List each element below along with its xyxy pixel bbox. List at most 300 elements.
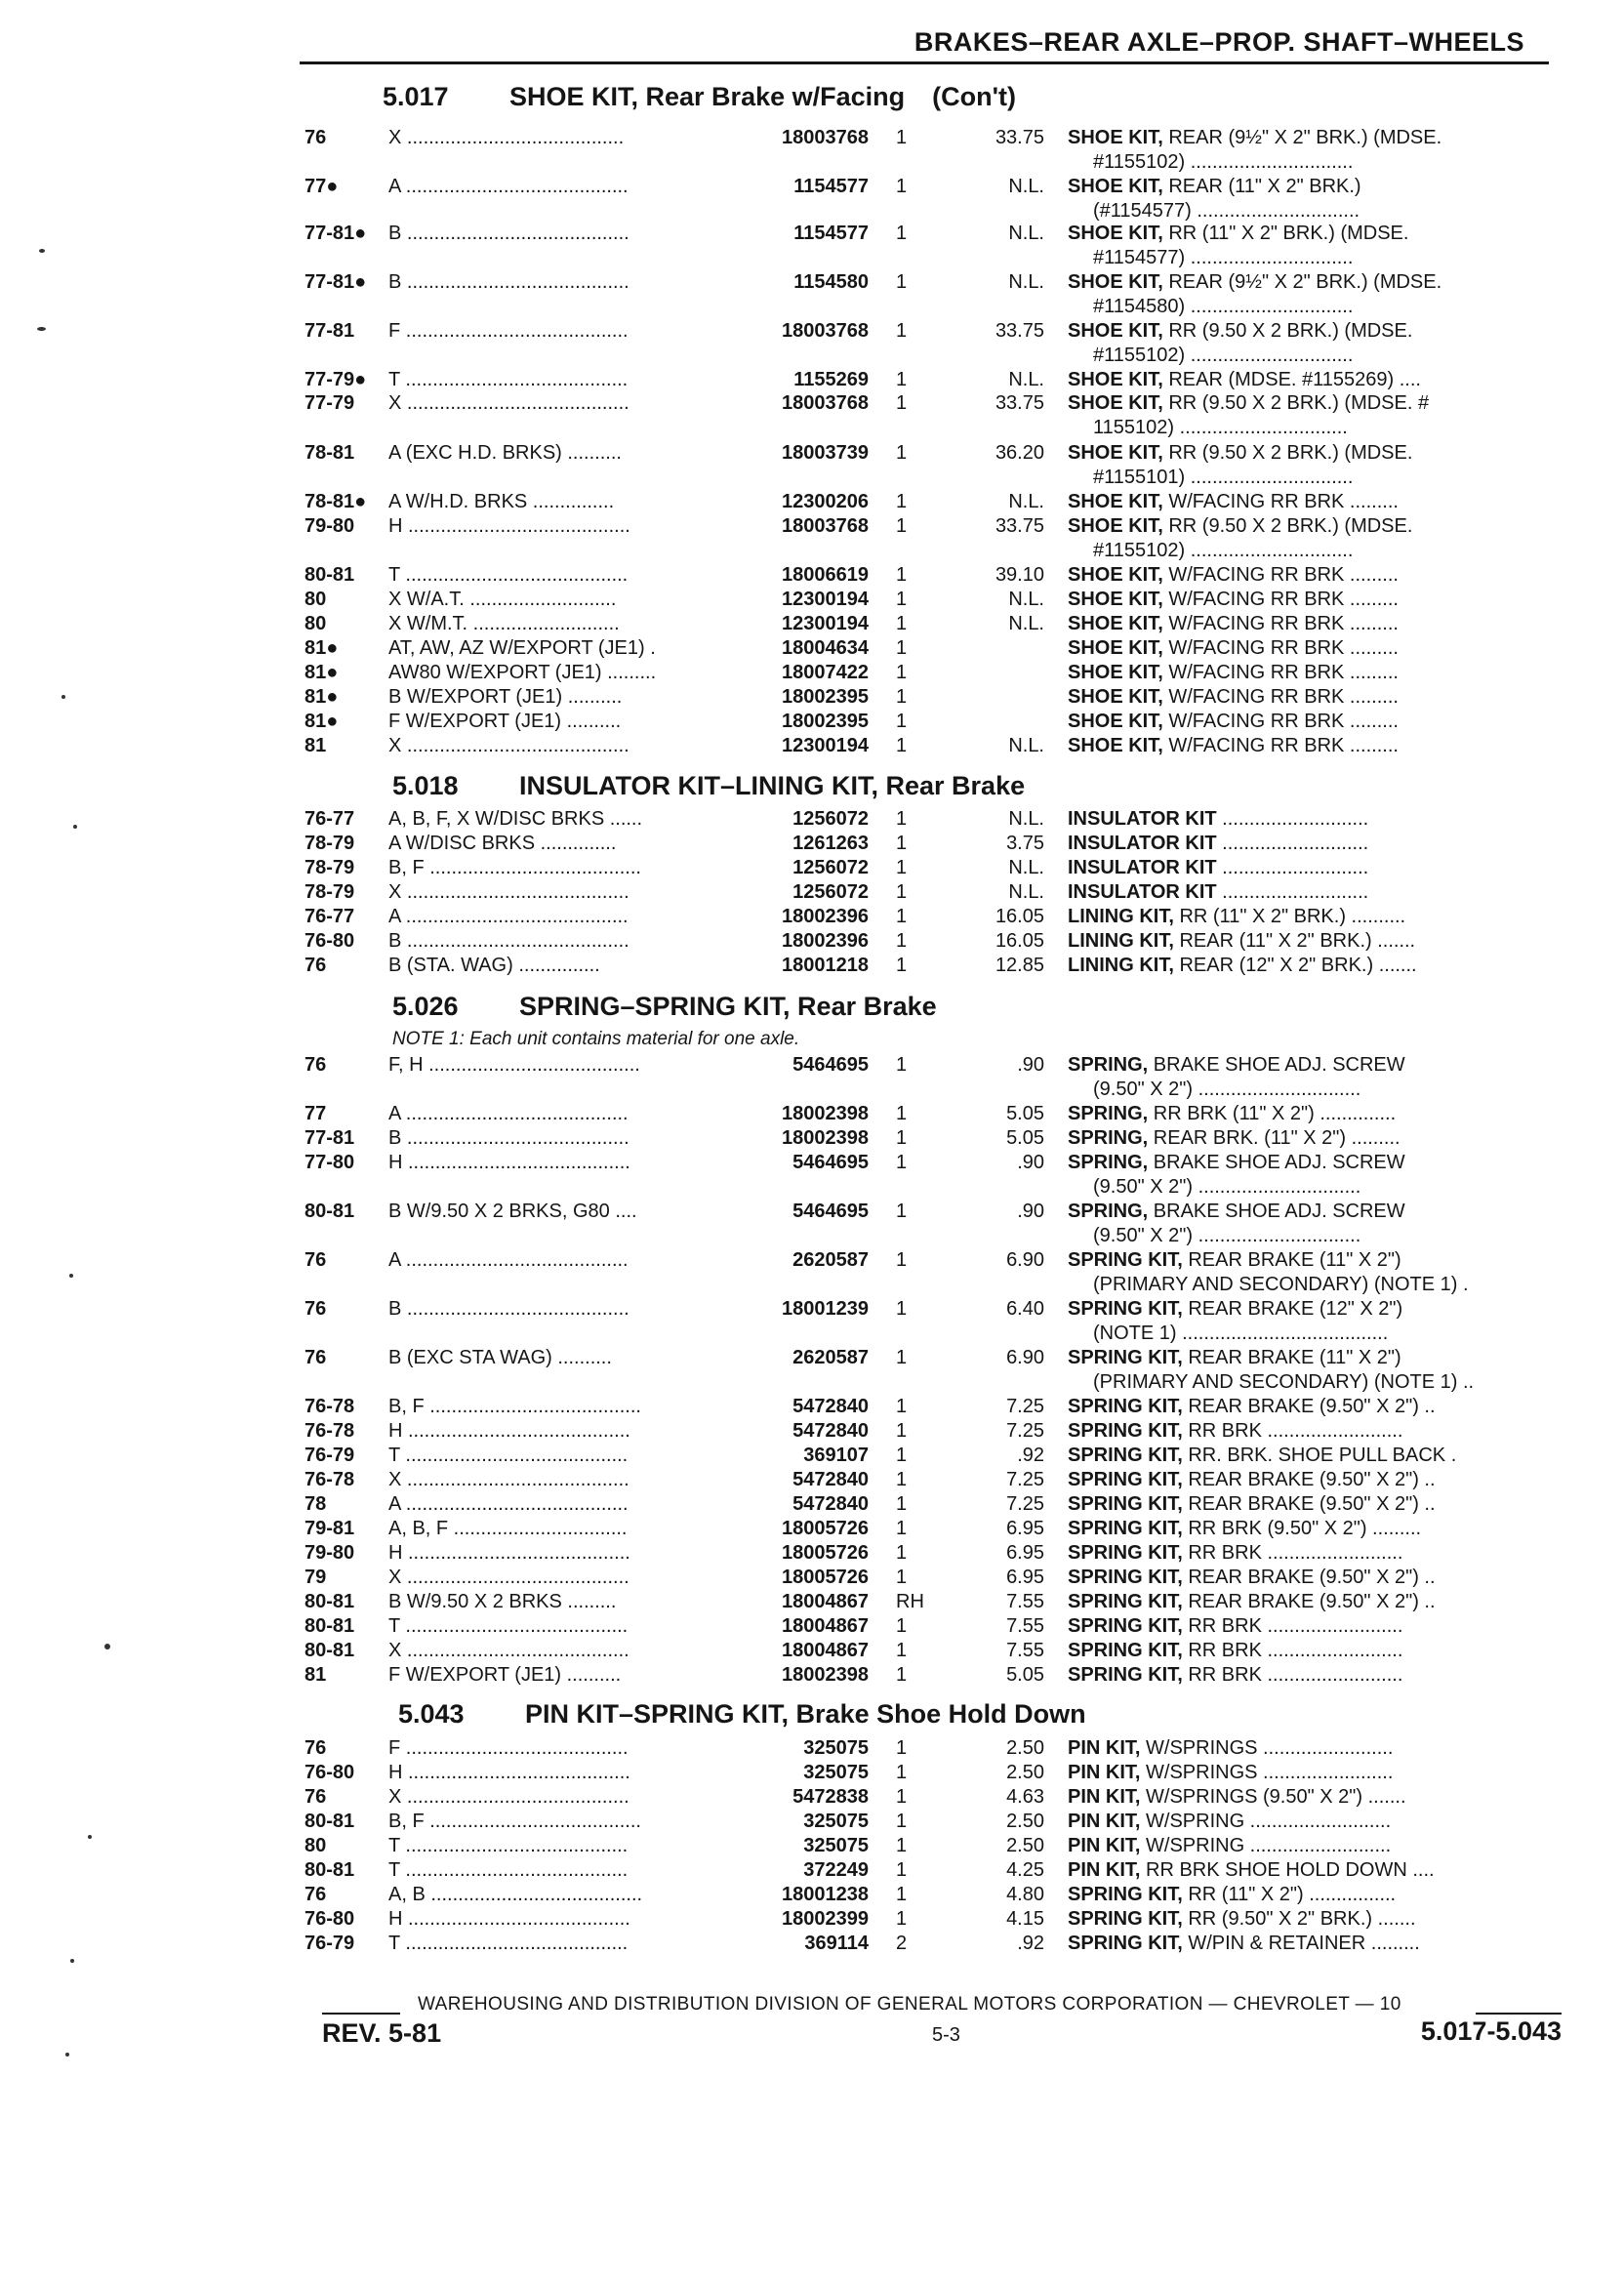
parts-row [0, 833, 1624, 857]
price: N.L. [1008, 271, 1044, 293]
part-name: SHOE KIT, [1068, 320, 1163, 342]
section-title [398, 1699, 1086, 1730]
model-year: 77-81 [304, 1127, 355, 1149]
part-detail: RR BRK ......................... [1182, 1420, 1403, 1442]
part-number: 18003768 [782, 320, 869, 342]
parts-row [0, 392, 1624, 441]
part-description-cont: (PRIMARY AND SECONDARY) (NOTE 1) .. [1093, 1371, 1475, 1393]
model-code: T ......................................... [388, 1933, 629, 1954]
part-description-cont: (9.50" X 2") .............................. [1093, 1079, 1361, 1100]
part-number: 18003768 [782, 392, 869, 414]
model-code: A ......................................... [388, 906, 629, 927]
quantity: 1 [896, 1762, 908, 1783]
part-name: PIN KIT, [1068, 1737, 1141, 1759]
part-description [1068, 613, 1565, 635]
model-year: 81● [304, 711, 339, 732]
part-description [1068, 808, 1565, 831]
part-description [1068, 906, 1565, 928]
model-code: X ......................................... [388, 1469, 629, 1490]
price: N.L. [1008, 223, 1044, 244]
quantity: 1 [896, 1127, 908, 1149]
model-code: A W/DISC BRKS .............. [388, 833, 617, 854]
section-heading: INSULATOR KIT–LINING KIT, Rear Brake [519, 771, 1026, 800]
model-code: B W/9.50 X 2 BRKS ......... [388, 1591, 617, 1612]
parts-row [0, 1664, 1624, 1689]
quantity: 1 [896, 686, 908, 708]
part-detail: RR (9.50" X 2" BRK.) ....... [1182, 1908, 1416, 1930]
model-code: A ......................................... [388, 176, 629, 197]
part-number: 18004867 [782, 1615, 869, 1637]
quantity: 1 [896, 1420, 908, 1442]
part-number: 5472840 [792, 1493, 869, 1515]
quantity: 1 [896, 176, 908, 197]
section-number: 5.026 [392, 992, 459, 1021]
part-description [1068, 320, 1565, 343]
footer-rule-left [322, 2013, 400, 2015]
part-name: LINING KIT, [1068, 906, 1174, 927]
part-description [1068, 1518, 1565, 1540]
part-detail: RR. BRK. SHOE PULL BACK . [1182, 1445, 1457, 1466]
part-name: SPRING KIT, [1068, 1493, 1183, 1515]
part-name: SPRING KIT, [1068, 1420, 1183, 1442]
price: 2.50 [1006, 1737, 1044, 1759]
price: .90 [1017, 1152, 1044, 1173]
scan-speck [37, 327, 46, 331]
part-name: SPRING KIT, [1068, 1933, 1183, 1954]
part-description [1068, 1664, 1565, 1687]
part-name: PIN KIT, [1068, 1811, 1141, 1832]
parts-row [0, 1445, 1624, 1469]
parts-row [0, 1811, 1624, 1835]
model-year: 78-79 [304, 857, 355, 878]
part-name: SPRING KIT, [1068, 1567, 1183, 1588]
parts-row [0, 808, 1624, 833]
model-code: H ......................................... [388, 1542, 630, 1564]
part-description [1068, 1201, 1565, 1223]
part-number: 18003768 [782, 515, 869, 537]
part-name: SHOE KIT, [1068, 662, 1163, 683]
part-name: SHOE KIT, [1068, 515, 1163, 537]
parts-row [0, 1542, 1624, 1567]
parts-row [0, 881, 1624, 906]
footer-rule-right [1476, 2013, 1562, 2015]
part-number: 5464695 [792, 1054, 869, 1076]
part-number: 18005726 [782, 1542, 869, 1564]
parts-row [0, 711, 1624, 735]
parts-row [0, 906, 1624, 930]
model-year: 76-79 [304, 1933, 355, 1954]
model-code: A, B, F ................................ [388, 1518, 628, 1539]
part-name: SHOE KIT, [1068, 735, 1163, 756]
part-number: 18002396 [782, 906, 869, 927]
model-year: 80 [304, 589, 327, 610]
part-detail: REAR (9½" X 2" BRK.) (MDSE. [1162, 127, 1442, 148]
quantity: 1 [896, 127, 908, 148]
part-description [1068, 1127, 1565, 1150]
part-name: SPRING, [1068, 1201, 1149, 1222]
price: 33.75 [995, 392, 1044, 414]
part-description [1068, 930, 1565, 953]
part-number: 18005726 [782, 1518, 869, 1539]
quantity: 1 [896, 1737, 908, 1759]
model-code: F ......................................... [388, 1737, 629, 1759]
quantity: 1 [896, 1493, 908, 1515]
parts-row [0, 662, 1624, 686]
part-name: PIN KIT, [1068, 1835, 1141, 1856]
model-year: 76 [304, 1786, 327, 1808]
part-detail: RR (11" X 2") ................ [1182, 1884, 1397, 1905]
part-number: 5464695 [792, 1201, 869, 1222]
model-code: F ......................................... [388, 320, 629, 342]
part-name: SHOE KIT, [1068, 369, 1163, 390]
parts-row [0, 491, 1624, 515]
parts-row [0, 686, 1624, 711]
parts-row [0, 1640, 1624, 1664]
parts-row [0, 223, 1624, 271]
price: 7.25 [1006, 1420, 1044, 1442]
part-detail: REAR BRAKE (9.50" X 2") .. [1182, 1493, 1436, 1515]
price: 6.90 [1006, 1347, 1044, 1368]
price: 7.55 [1006, 1615, 1044, 1637]
section-title [383, 82, 1016, 112]
part-number: 18001238 [782, 1884, 869, 1905]
quantity: 1 [896, 711, 908, 732]
revision-label: REV. 5-81 [322, 2018, 442, 2048]
part-description [1068, 662, 1565, 684]
part-name: SPRING KIT, [1068, 1542, 1183, 1564]
parts-row [0, 1737, 1624, 1762]
part-detail: ........................... [1216, 833, 1369, 854]
part-name: SHOE KIT, [1068, 271, 1163, 293]
part-detail: RR BRK (11" X 2") .............. [1148, 1103, 1397, 1124]
part-detail: REAR BRAKE (9.50" X 2") .. [1182, 1469, 1436, 1490]
part-description [1068, 1152, 1565, 1174]
scan-speck [104, 1644, 110, 1649]
quantity: 1 [896, 442, 908, 464]
part-number: 18003739 [782, 442, 869, 464]
price: 39.10 [995, 564, 1044, 586]
model-code: F W/EXPORT (JE1) .......... [388, 711, 622, 732]
model-year: 76-80 [304, 1908, 355, 1930]
parts-row [0, 1396, 1624, 1420]
part-detail: W/SPRING .......................... [1140, 1811, 1392, 1832]
part-detail: RR BRK ......................... [1182, 1664, 1403, 1686]
part-number: 5472840 [792, 1469, 869, 1490]
quantity: 1 [896, 1298, 908, 1320]
model-year: 76-80 [304, 930, 355, 952]
parts-row [0, 1786, 1624, 1811]
part-description [1068, 1640, 1565, 1662]
model-code: A ......................................... [388, 1249, 629, 1271]
model-year: 81● [304, 686, 339, 708]
price: 16.05 [995, 906, 1044, 927]
part-name: SPRING KIT, [1068, 1518, 1183, 1539]
model-code: T ......................................... [388, 369, 629, 390]
part-description [1068, 1249, 1565, 1272]
part-description-cont: #1155102) .............................. [1093, 540, 1354, 561]
parts-row [0, 1493, 1624, 1518]
model-year: 76-78 [304, 1396, 355, 1417]
part-number: 1261263 [792, 833, 869, 854]
model-year: 76-80 [304, 1762, 355, 1783]
model-year: 77-81 [304, 320, 355, 342]
parts-row [0, 589, 1624, 613]
part-detail: REAR (11" X 2" BRK.) [1162, 176, 1361, 197]
model-year: 80-81 [304, 1201, 355, 1222]
part-number: 5464695 [792, 1152, 869, 1173]
model-code: X ......................................... [388, 1567, 629, 1588]
section-note: NOTE 1: Each unit contains material for one axle. [392, 1029, 800, 1049]
price: 6.95 [1006, 1567, 1044, 1588]
part-description [1068, 735, 1565, 757]
part-number: 18002395 [782, 711, 869, 732]
section-number: 5.017 [383, 82, 449, 111]
part-description [1068, 955, 1565, 977]
price: N.L. [1008, 881, 1044, 903]
part-description [1068, 1591, 1565, 1613]
part-name: PIN KIT, [1068, 1859, 1141, 1881]
part-number: 325075 [803, 1762, 869, 1783]
part-name: INSULATOR KIT [1068, 808, 1217, 830]
part-detail: REAR BRAKE (9.50" X 2") .. [1182, 1567, 1436, 1588]
part-name: LINING KIT, [1068, 955, 1174, 976]
price: 6.95 [1006, 1518, 1044, 1539]
model-year: 77● [304, 176, 339, 197]
price: 33.75 [995, 127, 1044, 148]
model-year: 77-81● [304, 223, 367, 244]
part-detail: W/SPRINGS ........................ [1140, 1762, 1394, 1783]
model-code: A ......................................... [388, 1103, 629, 1124]
part-detail: REAR BRK. (11" X 2") ......... [1148, 1127, 1401, 1149]
part-description [1068, 1615, 1565, 1638]
part-description [1068, 564, 1565, 587]
section-range: 5.017-5.043 [1420, 2016, 1562, 2046]
price: 2.50 [1006, 1811, 1044, 1832]
part-description [1068, 1762, 1565, 1784]
part-name: INSULATOR KIT [1068, 881, 1217, 903]
model-year: 76 [304, 1884, 327, 1905]
part-description [1068, 369, 1565, 391]
part-detail: W/FACING RR BRK ......... [1162, 564, 1399, 586]
part-number: 18007422 [782, 662, 869, 683]
model-code: H ......................................... [388, 1420, 630, 1442]
part-description-cont: #1155101) .............................. [1093, 467, 1354, 488]
part-description [1068, 1859, 1565, 1882]
part-name: SPRING KIT, [1068, 1591, 1183, 1612]
model-year: 78-81 [304, 442, 355, 464]
price: N.L. [1008, 808, 1044, 830]
quantity: 1 [896, 1567, 908, 1588]
price: 36.20 [995, 442, 1044, 464]
part-description [1068, 1786, 1565, 1809]
parts-row [0, 176, 1624, 224]
part-detail: W/FACING RR BRK ......... [1162, 491, 1399, 512]
part-detail: W/FACING RR BRK ......... [1162, 711, 1399, 732]
price: N.L. [1008, 735, 1044, 756]
price: N.L. [1008, 589, 1044, 610]
model-year: 76-78 [304, 1420, 355, 1442]
quantity: 1 [896, 1249, 908, 1271]
model-code: B (EXC STA WAG) .......... [388, 1347, 612, 1368]
part-description [1068, 1396, 1565, 1418]
quantity: 1 [896, 1469, 908, 1490]
part-detail: ........................... [1216, 857, 1369, 878]
price: 12.85 [995, 955, 1044, 976]
part-name: SPRING KIT, [1068, 1469, 1183, 1490]
price: .92 [1017, 1933, 1044, 1954]
model-code: A (EXC H.D. BRKS) .......... [388, 442, 622, 464]
model-year: 76-79 [304, 1445, 355, 1466]
parts-row [0, 1884, 1624, 1908]
model-code: B (STA. WAG) ............... [388, 955, 600, 976]
part-name: SHOE KIT, [1068, 176, 1163, 197]
section-heading: SPRING–SPRING KIT, Rear Brake [519, 992, 937, 1021]
parts-row [0, 1762, 1624, 1786]
part-name: SPRING KIT, [1068, 1298, 1183, 1320]
part-description [1068, 223, 1565, 245]
price: .90 [1017, 1054, 1044, 1076]
parts-row [0, 271, 1624, 320]
quantity: 1 [896, 1152, 908, 1173]
parts-row [0, 442, 1624, 491]
part-number: 1154580 [793, 271, 869, 293]
part-detail: RR (9.50 X 2 BRK.) (MDSE. [1162, 320, 1413, 342]
parts-row [0, 1347, 1624, 1396]
part-description [1068, 637, 1565, 660]
model-year: 76 [304, 1249, 327, 1271]
parts-row [0, 613, 1624, 637]
part-description [1068, 833, 1565, 855]
price: 6.95 [1006, 1542, 1044, 1564]
part-name: SPRING KIT, [1068, 1884, 1183, 1905]
part-description [1068, 515, 1565, 538]
part-number: 12300194 [782, 589, 869, 610]
part-name: SPRING, [1068, 1127, 1149, 1149]
price: 6.90 [1006, 1249, 1044, 1271]
part-detail: REAR BRAKE (11" X 2") [1182, 1347, 1401, 1368]
model-code: AW80 W/EXPORT (JE1) ......... [388, 662, 657, 683]
part-description [1068, 1542, 1565, 1565]
part-name: SHOE KIT, [1068, 613, 1163, 634]
parts-row [0, 1103, 1624, 1127]
model-year: 76 [304, 1054, 327, 1076]
model-code: X ......................................... [388, 392, 629, 414]
part-description [1068, 1933, 1565, 1955]
model-code: T ......................................... [388, 564, 629, 586]
model-year: 78 [304, 1493, 327, 1515]
part-name: SHOE KIT, [1068, 564, 1163, 586]
part-name: SPRING KIT, [1068, 1640, 1183, 1661]
quantity: 1 [896, 1664, 908, 1686]
model-year: 76 [304, 1347, 327, 1368]
part-description-cont: (#1154577) .............................. [1093, 200, 1360, 222]
price: N.L. [1008, 176, 1044, 197]
part-number: 18004867 [782, 1640, 869, 1661]
parts-row [0, 1615, 1624, 1640]
part-description [1068, 1493, 1565, 1516]
part-description [1068, 711, 1565, 733]
part-detail: RR (9.50 X 2 BRK.) (MDSE. [1162, 515, 1413, 537]
part-description [1068, 589, 1565, 611]
part-description [1068, 1811, 1565, 1833]
scan-speck [39, 249, 45, 253]
quantity: 1 [896, 1884, 908, 1905]
header-rule [300, 61, 1549, 64]
quantity: 1 [896, 735, 908, 756]
model-year: 76-77 [304, 906, 355, 927]
part-description [1068, 1103, 1565, 1125]
model-code: X ......................................... [388, 735, 629, 756]
price: 4.63 [1006, 1786, 1044, 1808]
part-number: 18006619 [782, 564, 869, 586]
model-code: X W/M.T. ........................... [388, 613, 620, 634]
model-code: B, F ....................................... [388, 857, 641, 878]
part-number: 18002395 [782, 686, 869, 708]
part-number: 2620587 [792, 1249, 869, 1271]
model-code: X W/A.T. ........................... [388, 589, 617, 610]
price: 5.05 [1006, 1664, 1044, 1686]
page-header: BRAKES–REAR AXLE–PROP. SHAFT–WHEELS [914, 27, 1524, 57]
quantity: 2 [896, 1933, 908, 1954]
part-number: 12300206 [782, 491, 869, 512]
model-year: 77 [304, 1103, 327, 1124]
part-detail: REAR (9½" X 2" BRK.) (MDSE. [1162, 271, 1442, 293]
part-number: 325075 [803, 1737, 869, 1759]
model-year: 76-78 [304, 1469, 355, 1490]
quantity: 1 [896, 1347, 908, 1368]
part-number: 18001239 [782, 1298, 869, 1320]
part-description [1068, 491, 1565, 513]
quantity: 1 [896, 1859, 908, 1881]
part-name: SHOE KIT, [1068, 223, 1163, 244]
price: 4.15 [1006, 1908, 1044, 1930]
model-year: 80-81 [304, 564, 355, 586]
quantity: 1 [896, 1640, 908, 1661]
quantity: 1 [896, 589, 908, 610]
parts-row [0, 1518, 1624, 1542]
part-description-cont: 1155102) ............................... [1093, 417, 1348, 438]
quantity: 1 [896, 1518, 908, 1539]
parts-row [0, 637, 1624, 662]
part-description-cont: #1154577) .............................. [1093, 247, 1354, 268]
parts-row [0, 1127, 1624, 1152]
parts-row [0, 320, 1624, 369]
part-detail: RR (11" X 2" BRK.) .......... [1173, 906, 1406, 927]
part-description-cont: (PRIMARY AND SECONDARY) (NOTE 1) . [1093, 1274, 1469, 1295]
part-description [1068, 1420, 1565, 1443]
price: 7.55 [1006, 1640, 1044, 1661]
part-description [1068, 176, 1565, 198]
part-number: 2620587 [792, 1347, 869, 1368]
parts-row [0, 1908, 1624, 1933]
model-code: B ......................................... [388, 930, 629, 952]
part-detail: REAR BRAKE (12" X 2") [1182, 1298, 1403, 1320]
part-name: SHOE KIT, [1068, 711, 1163, 732]
scan-speck [88, 1835, 92, 1839]
price: 5.05 [1006, 1127, 1044, 1149]
price: 7.25 [1006, 1469, 1044, 1490]
price: N.L. [1008, 857, 1044, 878]
model-year: 76 [304, 127, 327, 148]
model-code: B ......................................... [388, 1298, 629, 1320]
scan-speck [65, 2053, 69, 2056]
part-detail: RR (9.50 X 2 BRK.) (MDSE. # [1162, 392, 1430, 414]
parts-row [0, 564, 1624, 589]
part-name: SHOE KIT, [1068, 637, 1163, 659]
part-detail: W/FACING RR BRK ......... [1162, 686, 1399, 708]
price: 2.50 [1006, 1762, 1044, 1783]
part-detail: RR (9.50 X 2 BRK.) (MDSE. [1162, 442, 1413, 464]
